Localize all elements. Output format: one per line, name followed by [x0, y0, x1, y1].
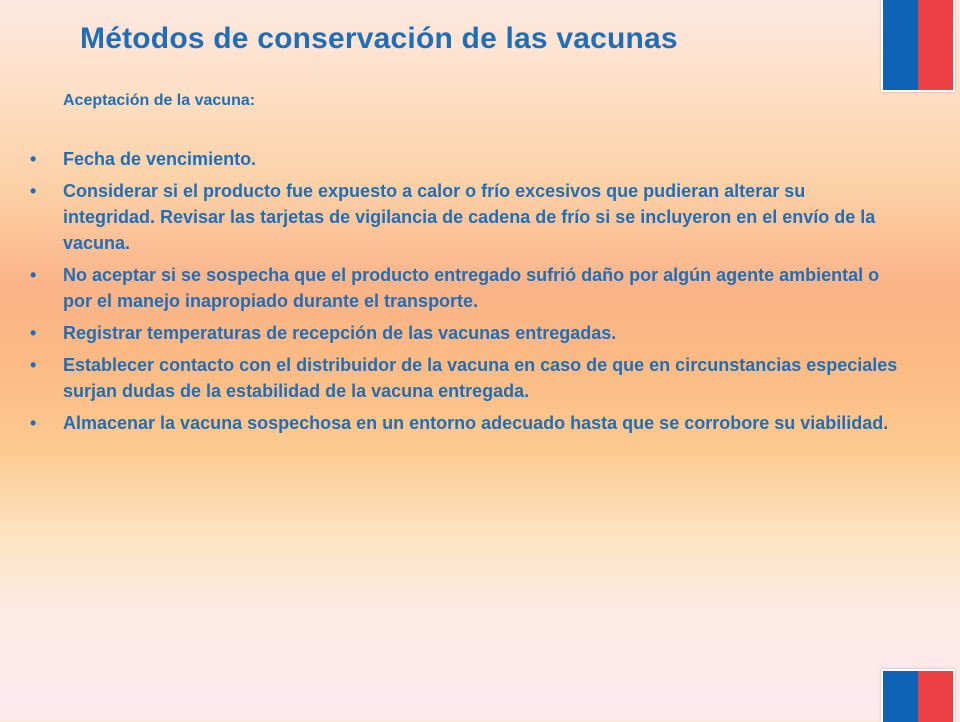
- list-item: [30, 320, 900, 346]
- flag-blue-band: [883, 671, 918, 722]
- bullet-icon: •: [30, 323, 37, 343]
- slide-title: Métodos de conservación de las vacunas: [80, 22, 678, 55]
- list-item: [30, 352, 900, 404]
- flag-red-band: [918, 0, 953, 90]
- bullet-icon: •: [30, 355, 37, 375]
- flag-red-band: [918, 671, 953, 722]
- bullet-text: Considerar si el producto fue expuesto a calor o frío excesivos que pudieran alterar su integridad. Revisar las tarjetas de vigilancia de cadena de frío si se incluyeron en el envío de la vacuna.: [63, 181, 876, 253]
- bullet-icon: •: [30, 413, 37, 433]
- slide-subtitle: Aceptación de la vacuna:: [63, 92, 256, 109]
- flag-emblem-icon: [881, 669, 955, 722]
- bullet-text: Establecer contacto con el distribuidor de la vacuna en caso de que en circunstancias especiales surjan dudas de la estabilidad de la vacuna entregada.: [63, 355, 898, 401]
- list-item: [30, 146, 900, 172]
- list-item: [30, 262, 900, 314]
- bullet-list: [30, 146, 900, 442]
- bullet-text: Fecha de vencimiento.: [63, 149, 257, 169]
- bullet-icon: •: [30, 181, 37, 201]
- list-item: [30, 410, 900, 436]
- list-item: [30, 178, 900, 256]
- bullet-text: Almacenar la vacuna sospechosa en un entorno adecuado hasta que se corrobore su viabilidad.: [63, 413, 889, 433]
- flag-emblem-icon: [881, 0, 955, 92]
- flag-blue-band: [883, 0, 918, 90]
- bullet-text: No aceptar si se sospecha que el producto entregado sufrió daño por algún agente ambiental o por el manejo inapropiado durante el transporte.: [63, 265, 880, 311]
- bullet-icon: •: [30, 149, 37, 169]
- bullet-icon: •: [30, 265, 37, 285]
- bullet-text: Registrar temperaturas de recepción de las vacunas entregadas.: [63, 323, 617, 343]
